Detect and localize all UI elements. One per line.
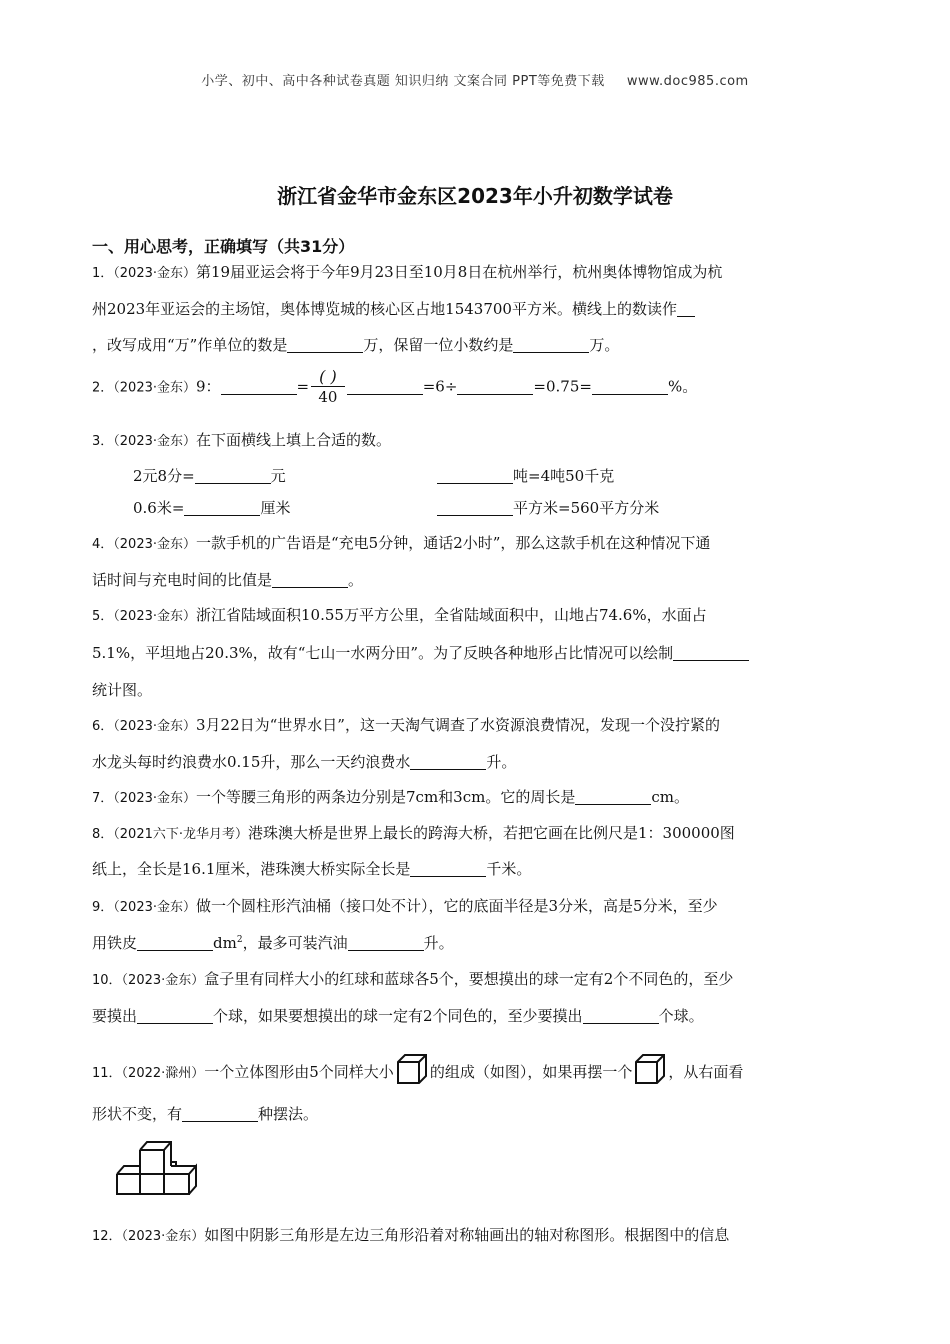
answer-blank[interactable] bbox=[137, 1008, 213, 1024]
answer-blank[interactable] bbox=[437, 468, 513, 484]
exam-title: 浙江省金华市金东区2023年小升初数学试卷 bbox=[277, 184, 673, 208]
answer-blank[interactable] bbox=[677, 301, 695, 317]
q3-row2-left: 0.6米= 厘米 bbox=[133, 499, 291, 517]
q5-line2: 5.1%，平坦地占20.3%，故有“七山一水两分田”。为了反映各种地形占比情况可以绘制 bbox=[92, 642, 749, 663]
answer-blank[interactable] bbox=[272, 572, 348, 588]
answer-blank[interactable] bbox=[437, 500, 513, 516]
q3-line: 3．（2023·金东）在下面横线上填上合适的数。 bbox=[92, 431, 392, 449]
answer-blank[interactable] bbox=[184, 500, 260, 516]
q4-line2: 话时间与充电时间的比值是 。 bbox=[92, 571, 364, 589]
q8-line1: 8．（2021六下·龙华月考）港珠澳大桥是世界上最长的跨海大桥，若把它画在比例尺是1：300000图 bbox=[92, 824, 735, 842]
q4-line1: 4．（2023·金东）一款手机的广告语是“充电5分钟，通话2小时”，那么这款手机在这种情况下通 bbox=[92, 534, 711, 552]
q11-line2: 形状不变，有 种摆法。 bbox=[92, 1105, 319, 1123]
answer-blank[interactable] bbox=[575, 789, 651, 805]
q8-line2: 纸上，全长是16.1厘米，港珠澳大桥实际全长是 千米。 bbox=[92, 860, 532, 878]
page-header bbox=[0, 70, 950, 89]
answer-blank[interactable] bbox=[410, 861, 486, 877]
answer-blank[interactable] bbox=[348, 935, 424, 951]
q6-line2: 水龙头每时约浪费水0.15升，那么一天约浪费水 升。 bbox=[92, 753, 517, 771]
cube-icon bbox=[634, 1053, 666, 1085]
q9-line1: 9．（2023·金东）做一个圆柱形汽油桶（接口处不计），它的底面半径是3分米，高是5分米，至少 bbox=[92, 897, 718, 915]
cube-icon bbox=[396, 1053, 428, 1085]
cube-stack-figure bbox=[114, 1132, 200, 1198]
q3-row2-right: 平方米=560平方分米 bbox=[437, 497, 659, 518]
q1-line2: 州2023年亚运会的主场馆，奥体博览城的核心区占地1543700平方米。横线上的数读作 bbox=[92, 298, 695, 319]
q10-line1: 10．（2023·金东）盒子里有同样大小的红球和蓝球各5个，要想摸出的球一定有2个不同色的，至少 bbox=[92, 970, 734, 988]
q11-line1: 11．（2022·滁州）一个立体图形由5个同样大小 的组成（如图），如果再摆一个 ，从右面看 bbox=[92, 1053, 743, 1085]
answer-blank[interactable] bbox=[182, 1106, 258, 1122]
q3-row1-left: 2元8分= 元 bbox=[133, 467, 286, 485]
header-text: 小学、初中、高中各种试卷真题 知识归纳 文案合同 PPT等免费下载 bbox=[201, 74, 605, 89]
q7-line: 7．（2023·金东）一个等腰三角形的两条边分别是7cm和3cm。它的周长是 cm。 bbox=[92, 788, 689, 806]
q1-line1: 1．（2023·金东）第19届亚运会将于今年9月23日至10月8日在杭州举行，杭州奥体博物馆成为杭 bbox=[92, 263, 723, 281]
section-heading: 一、用心思考，正确填写（共31分） bbox=[92, 237, 355, 256]
answer-blank[interactable] bbox=[347, 379, 423, 395]
q9-line2: 用铁皮 $dm^2$，最多可装汽油 升。 bbox=[92, 934, 454, 952]
q3-row1-right: 吨=4吨50千克 bbox=[437, 465, 614, 486]
q2-line: 2．（2023·金东）9： = $\frac{( )}{40}$ =6÷ =0.75= %。 bbox=[92, 367, 698, 406]
answer-blank[interactable] bbox=[457, 379, 533, 395]
q6-line1: 6．（2023·金东）3月22日为“世界水日”，这一天淘气调查了水资源浪费情况，发现一个没拧紧的 bbox=[92, 716, 720, 734]
answer-blank[interactable] bbox=[583, 1008, 659, 1024]
answer-blank[interactable] bbox=[287, 337, 363, 353]
q5-line3: 统计图。 bbox=[92, 681, 153, 699]
q5-line1: 5．（2023·金东）浙江省陆域面积10.55万平方公里，全省陆域面积中，山地占74.6%，水面占 bbox=[92, 606, 707, 624]
q10-line2: 要摸出 个球，如果要想摸出的球一定有2个同色的，至少要摸出 个球。 bbox=[92, 1007, 704, 1025]
fraction: $\frac{( )}{40}$ bbox=[311, 368, 345, 407]
header-url[interactable]: www.doc985.com bbox=[626, 74, 749, 89]
answer-blank[interactable] bbox=[673, 645, 749, 661]
answer-blank[interactable] bbox=[137, 935, 213, 951]
answer-blank[interactable] bbox=[195, 468, 271, 484]
answer-blank[interactable] bbox=[513, 337, 589, 353]
q12-line1: 12．（2023·金东）如图中阴影三角形是左边三角形沿着对称轴画出的轴对称图形。根据图中的信息 bbox=[92, 1226, 730, 1244]
q1-line3: ，改写成用“万”作单位的数是 万，保留一位小数约是 万。 bbox=[92, 336, 620, 354]
answer-blank[interactable] bbox=[410, 754, 486, 770]
answer-blank[interactable] bbox=[592, 379, 668, 395]
answer-blank[interactable] bbox=[221, 379, 297, 395]
